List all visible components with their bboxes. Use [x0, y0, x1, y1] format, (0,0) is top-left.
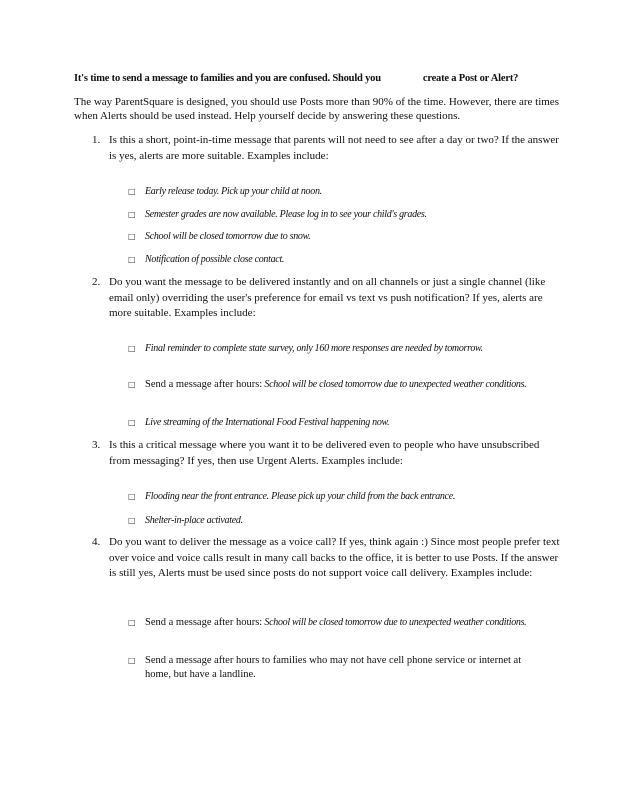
example-item — [128, 230, 528, 244]
title-part-2: create a Post or Alert? — [422, 73, 519, 84]
title-part-1: It's time to send a message to families and you are confused. Should you — [74, 73, 381, 84]
example-italic: School will be closed tomorrow due to unexpected weather conditions. — [264, 379, 527, 390]
example-prefix: Send a message after hours to families who may not have cell phone service or internet at home, but have a landline. — [145, 655, 522, 680]
example-prefix: Send a message after hours: — [145, 379, 263, 390]
example-text: Live streaming of the International Food Festival happening now. — [145, 417, 390, 428]
page-title — [74, 73, 518, 84]
example-text: Final reminder to complete state survey, only 160 more responses are needed by tomorrow. — [145, 343, 483, 354]
example-item — [128, 616, 528, 630]
question-number: 1. — [92, 134, 101, 146]
example-text — [145, 616, 528, 630]
example-prefix: Send a message after hours: — [145, 617, 263, 628]
example-item — [128, 378, 528, 392]
example-item — [128, 654, 528, 682]
question-number: 3. — [92, 439, 101, 451]
example-item — [128, 253, 528, 267]
question-2 — [92, 275, 562, 322]
question-3 — [92, 438, 562, 469]
bullet-icon: □ — [128, 232, 136, 241]
bullet-icon: □ — [128, 492, 136, 501]
bullet-icon: □ — [128, 210, 136, 219]
example-text: Early release today. Pick up your child at noon. — [145, 186, 322, 197]
example-text: Shelter-in-place activated. — [145, 515, 243, 526]
bullet-icon: □ — [128, 344, 136, 353]
question-number: 2. — [92, 276, 101, 288]
example-text — [145, 378, 528, 392]
example-item — [128, 185, 528, 199]
example-item — [128, 490, 528, 504]
bullet-icon: □ — [128, 418, 136, 427]
question-4 — [92, 535, 562, 582]
example-item — [128, 342, 528, 356]
example-text — [145, 654, 528, 682]
example-text: School will be closed tomorrow due to snow. — [145, 231, 311, 242]
bullet-icon: □ — [128, 380, 136, 389]
example-text: Semester grades are now available. Please log in to see your child's grades. — [145, 209, 427, 220]
example-item — [128, 208, 528, 222]
bullet-icon: □ — [128, 618, 136, 627]
question-1 — [92, 133, 562, 164]
question-text: Do you want the message to be delivered instantly and on all channels or just a single channel (like email only) overriding the user's preference for email vs text vs push notification? If yes, alerts are more suitable. Examples include: — [109, 276, 546, 319]
question-text: Is this a critical message where you want it to be delivered even to people who have unsubscribed from messaging? If yes, then use Urgent Alerts. Examples include: — [109, 439, 540, 467]
bullet-icon: □ — [128, 516, 136, 525]
example-text: Flooding near the front entrance. Please pick up your child from the back entrance. — [145, 491, 456, 502]
example-italic: School will be closed tomorrow due to unexpected weather conditions. — [264, 617, 527, 628]
intro-paragraph: The way ParentSquare is designed, you should use Posts more than 90% of the time. However, there are times when Alerts should be used instead. Help yourself decide by answering these questions. — [74, 96, 559, 122]
example-text: Notification of possible close contact. — [145, 254, 285, 265]
bullet-icon: □ — [128, 255, 136, 264]
question-text: Do you want to deliver the message as a voice call? If yes, think again :) Since most people prefer text over voice and voice calls result in many call backs to the office, it is better to use Posts. If the answer is still yes, Alerts must be used since posts do not support voice call delivery. Examples include: — [109, 536, 560, 579]
question-number: 4. — [92, 536, 101, 548]
question-text: Is this a short, point-in-time message that parents will not need to see after a day or two? If the answer is yes, alerts are more suitable. Examples include: — [109, 134, 559, 162]
bullet-icon: □ — [128, 656, 136, 665]
bullet-icon: □ — [128, 187, 136, 196]
example-item — [128, 514, 528, 528]
example-item — [128, 416, 528, 430]
